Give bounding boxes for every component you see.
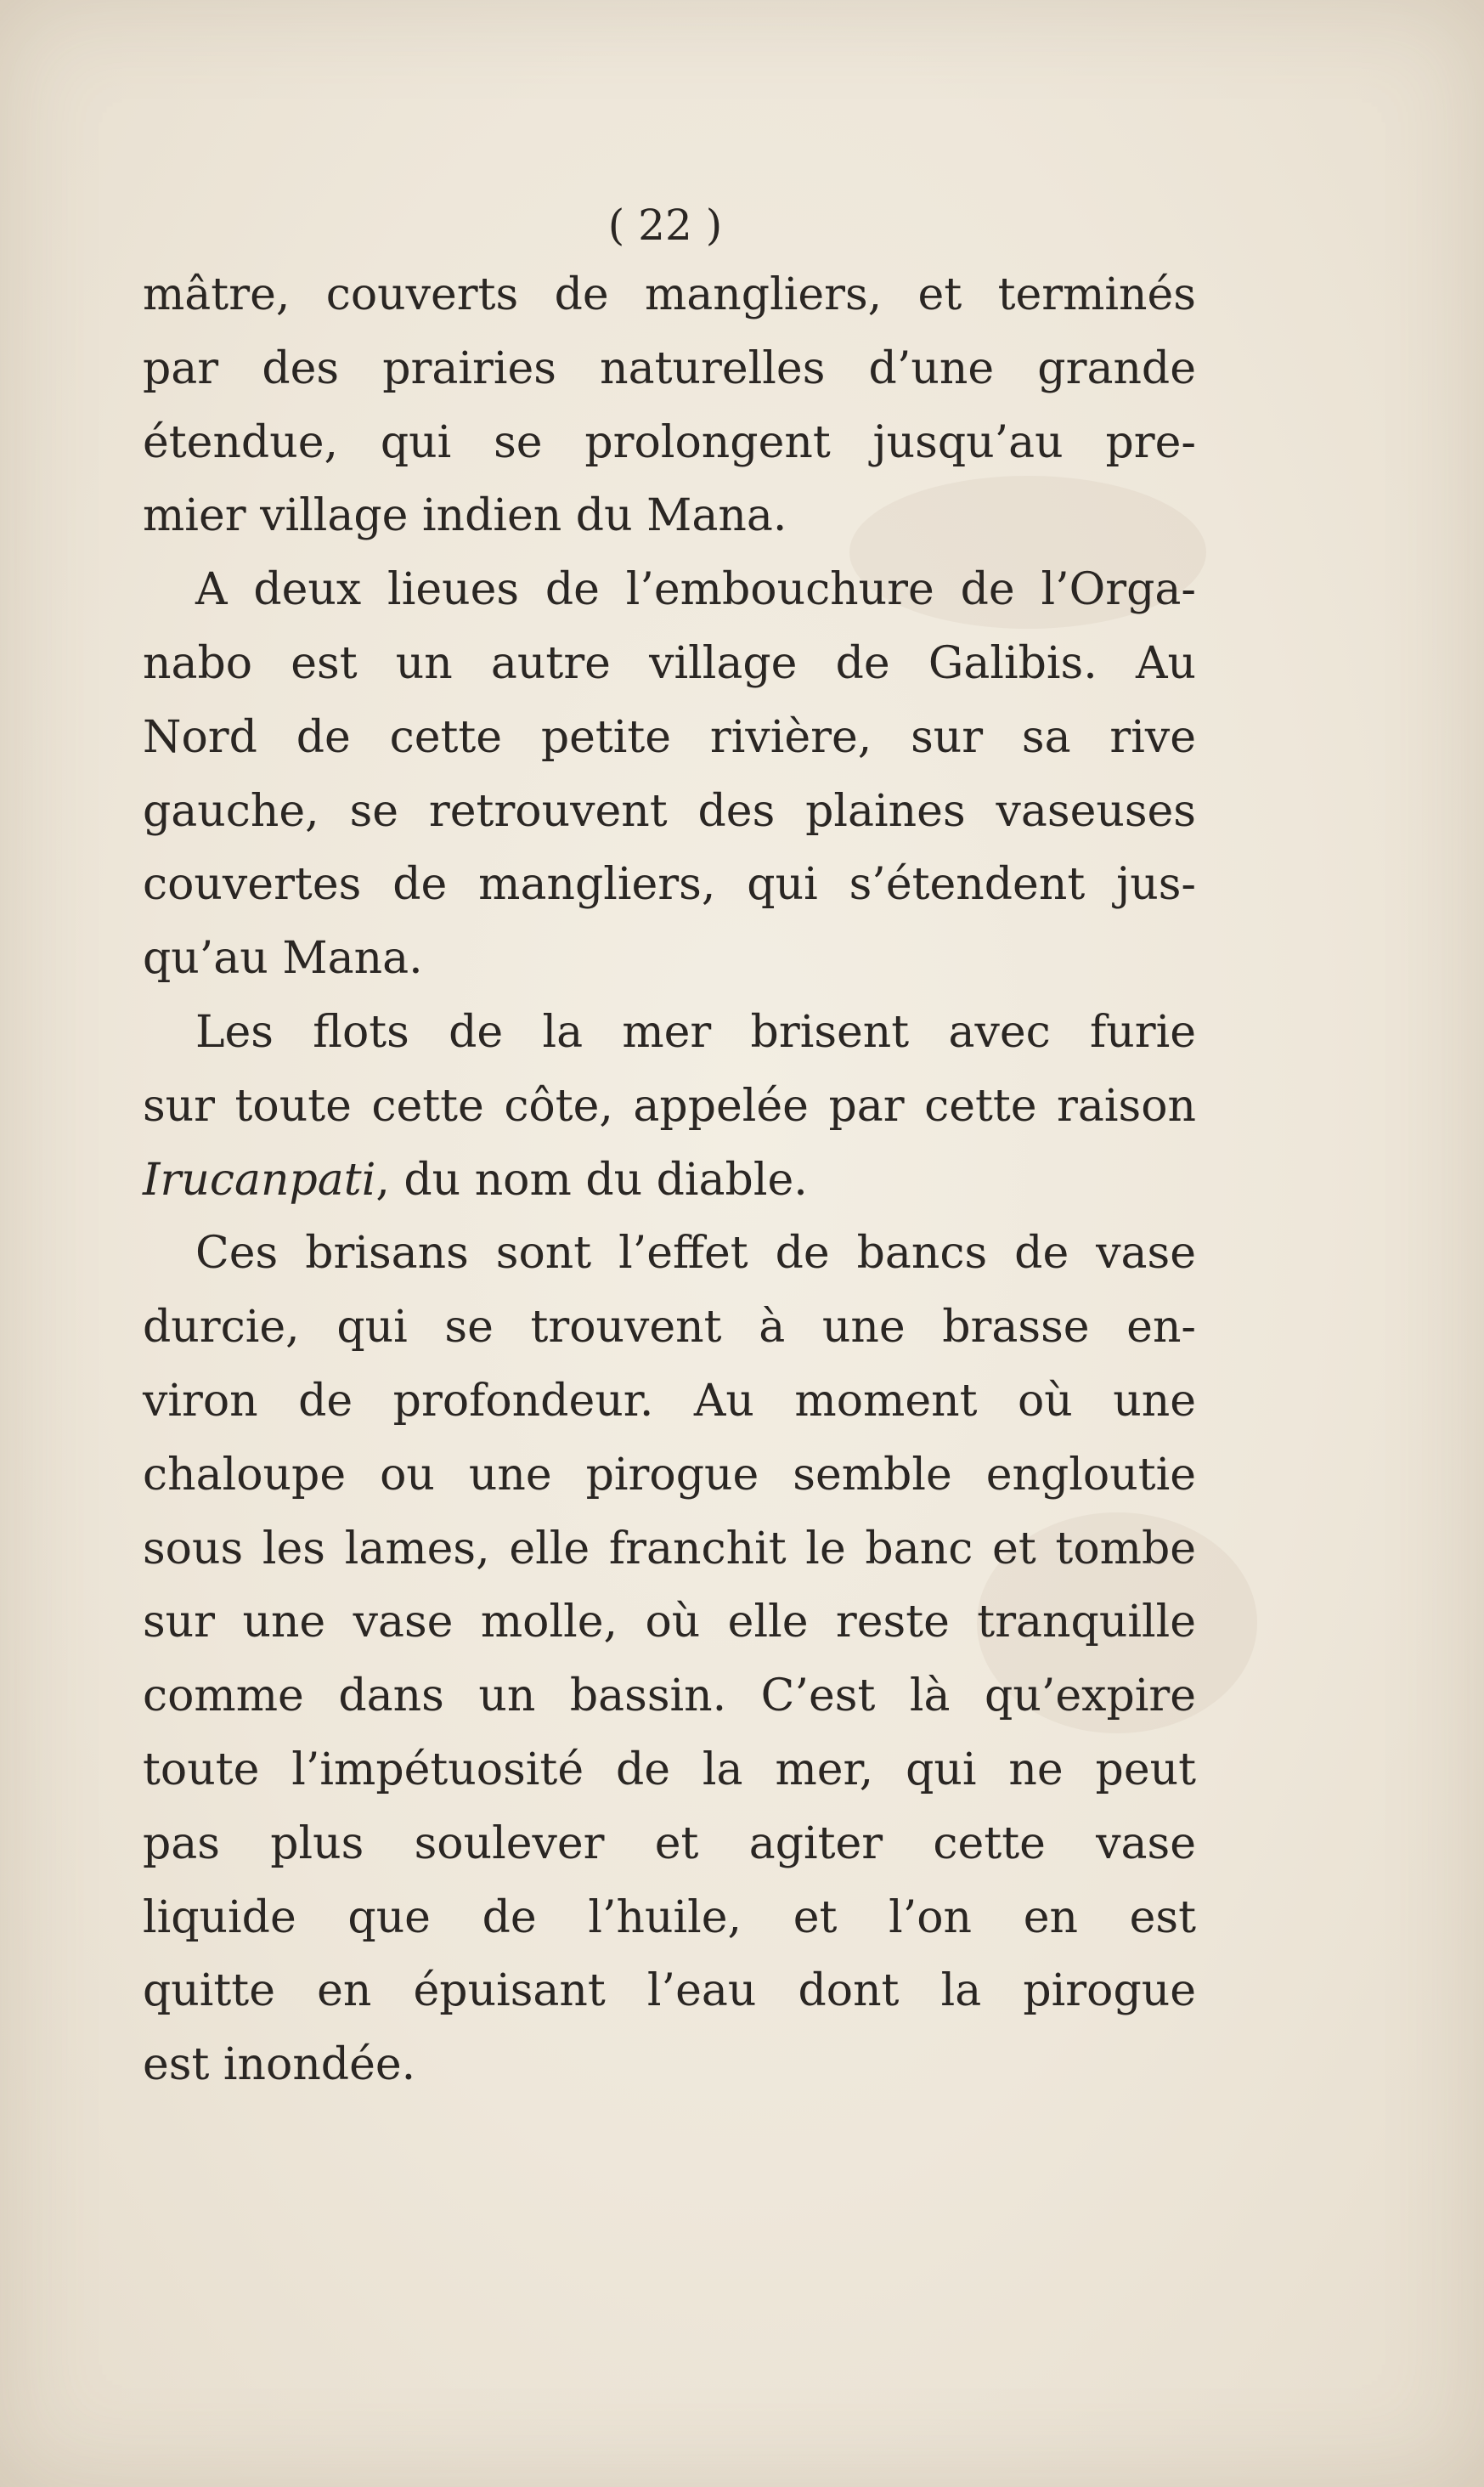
paragraph-4 xyxy=(143,1217,1196,2102)
paragraph-2 xyxy=(143,553,1196,996)
text-line: couvertes de mangliers, qui s’étendent jus- xyxy=(143,859,1196,911)
text-block xyxy=(143,195,1196,2102)
text-line: mâtre, couverts de mangliers, et terminés xyxy=(143,269,1196,320)
text-line: Les flots de la mer brisent avec furie xyxy=(195,1006,1196,1058)
paragraph-3 xyxy=(143,996,1196,1217)
text-line: sous les lames, elle franchit le banc et tombe xyxy=(143,1523,1196,1574)
text-line: sur une vase molle, où elle reste tranquille xyxy=(143,1597,1196,1648)
text-line: mier village indien du Mana. xyxy=(143,490,787,542)
line-rest: , du nom du diable. xyxy=(375,1154,808,1206)
text-line xyxy=(143,1144,1196,1218)
text-line: étendue, qui se prolongent jusqu’au pre- xyxy=(143,416,1196,468)
text-line: est inondée. xyxy=(143,2039,416,2091)
text-line: quitte en épuisant l’eau dont la pirogue xyxy=(143,1965,1196,2017)
text-line: gauche, se retrouvent des plaines vaseuses xyxy=(143,785,1196,837)
text-line: Ces brisans sont l’effet de bancs de vase xyxy=(195,1228,1196,1280)
text-line: liquide que de l’huile, et l’on en est xyxy=(143,1891,1196,1943)
paragraph-1 xyxy=(143,258,1196,553)
page-number: ( 22 ) xyxy=(607,201,723,250)
text-line: comme dans un bassin. C’est là qu’expire xyxy=(143,1670,1196,1722)
text-line: A deux lieues de l’embouchure de l’Orga- xyxy=(195,564,1196,616)
text-line: durcie, qui se trouvent à une brasse en- xyxy=(143,1302,1196,1354)
text-line: par des prairies naturelles d’une grande xyxy=(143,342,1196,394)
text-line: chaloupe ou une pirogue semble engloutie xyxy=(143,1449,1196,1501)
text-line: viron de profondeur. Au moment où une xyxy=(143,1375,1196,1427)
text-line: Nord de cette petite rivière, sur sa rive xyxy=(143,711,1196,763)
text-line: sur toute cette côte, appelée par cette raison xyxy=(143,1080,1196,1132)
italic-word: Irucanpati xyxy=(143,1154,376,1206)
text-line: qu’au Mana. xyxy=(143,933,423,985)
text-line: pas plus soulever et agiter cette vase xyxy=(143,1817,1196,1869)
text-line: nabo est un autre village de Galibis. Au xyxy=(143,637,1196,689)
text-line: toute l’impétuosité de la mer, qui ne peut xyxy=(143,1744,1196,1795)
